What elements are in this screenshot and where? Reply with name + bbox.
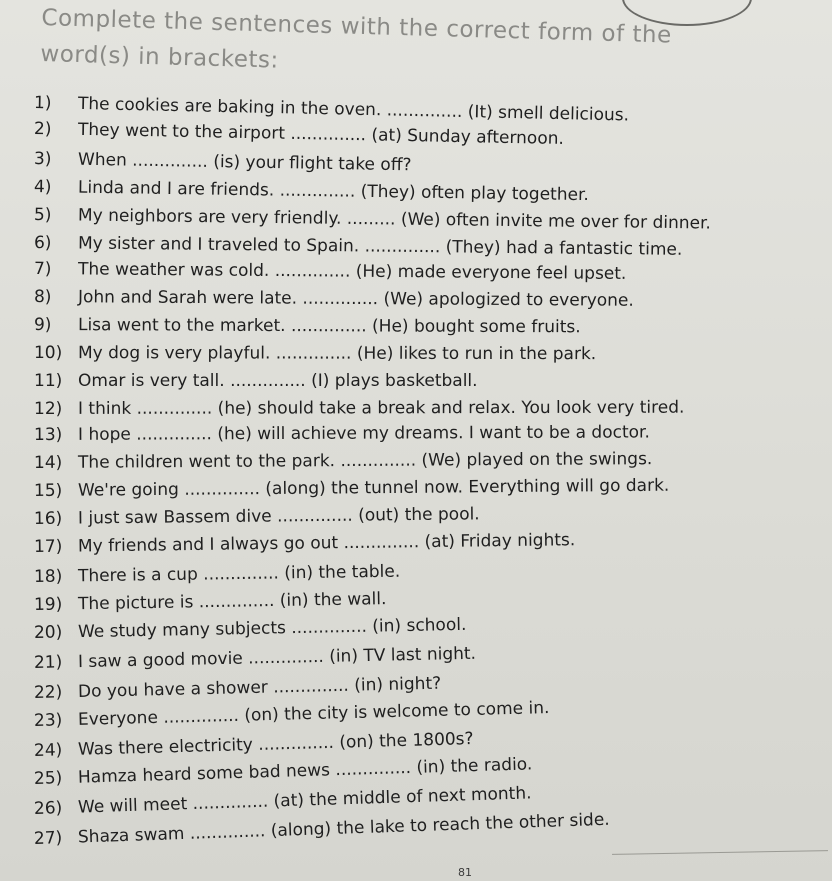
item-number: 7) bbox=[33, 259, 52, 280]
answer-blank: .............. bbox=[203, 563, 280, 585]
answer-blank: .............. bbox=[335, 757, 412, 781]
bracket-cue: (at) Sunday afternoon. bbox=[371, 125, 565, 149]
sentence-start: I just saw Bassem dive bbox=[77, 506, 272, 529]
exercise-item bbox=[34, 614, 467, 644]
answer-blank: .............. bbox=[290, 123, 367, 146]
bracket-cue: (in) school. bbox=[372, 614, 467, 637]
sentence-start: Lisa went to the market. bbox=[77, 315, 286, 337]
sentence-start: I think bbox=[77, 398, 132, 419]
answer-blank: .............. bbox=[198, 590, 275, 613]
exercise-item bbox=[34, 475, 669, 502]
answer-blank: .............. bbox=[343, 532, 420, 554]
bracket-cue: (in) night? bbox=[354, 673, 442, 696]
bracket-cue: (in) the radio. bbox=[416, 754, 533, 778]
bracket-cue: (in) the table. bbox=[284, 561, 401, 584]
sentence-start: Do you have a shower bbox=[77, 677, 269, 702]
item-number: 27) bbox=[33, 828, 63, 849]
sentence-start: Everyone bbox=[77, 707, 159, 730]
answer-blank: .............. bbox=[192, 791, 269, 815]
exercise-item bbox=[34, 529, 576, 558]
sentence-start: We study many subjects bbox=[77, 618, 287, 643]
item-number: 20) bbox=[33, 622, 63, 643]
sentence-start: I hope bbox=[77, 424, 131, 445]
exercise-item bbox=[34, 421, 650, 446]
heading-line-2: word(s) in brackets: bbox=[40, 40, 280, 74]
item-number: 10) bbox=[33, 343, 63, 364]
bracket-cue: (in) the wall. bbox=[279, 589, 387, 611]
bracket-cue: (He) bought some fruits. bbox=[372, 316, 581, 338]
answer-blank: ......... bbox=[346, 208, 396, 230]
answer-blank: .............. bbox=[230, 371, 306, 391]
item-number: 4) bbox=[33, 177, 52, 198]
exercise-item bbox=[34, 503, 480, 530]
exercise-item bbox=[34, 176, 589, 206]
sentence-start: There is a cup bbox=[77, 564, 198, 587]
item-number: 22) bbox=[33, 682, 63, 703]
bracket-cue: (He) likes to run in the park. bbox=[356, 343, 597, 365]
exercise-item bbox=[34, 561, 401, 588]
sentence-start: Shaza swam bbox=[77, 823, 185, 848]
item-number: 16) bbox=[33, 508, 63, 529]
item-number: 2) bbox=[33, 119, 52, 140]
item-number: 6) bbox=[33, 233, 52, 254]
exercise-item bbox=[34, 314, 581, 338]
sentence-start: Hamza heard some bad news bbox=[77, 760, 331, 788]
sentence-start: Was there electricity bbox=[77, 735, 254, 760]
sentence-start: The cookies are baking in the oven. bbox=[77, 93, 382, 121]
item-number: 5) bbox=[33, 205, 52, 226]
answer-blank: .............. bbox=[247, 646, 325, 669]
answer-blank: .............. bbox=[189, 821, 266, 844]
bracket-cue: (They) often play together. bbox=[360, 181, 590, 206]
item-number: 17) bbox=[33, 536, 63, 557]
exercise-item bbox=[34, 673, 442, 704]
sentence-start: The picture is bbox=[77, 592, 194, 615]
page-number: 81 bbox=[458, 866, 472, 879]
answer-blank: .............. bbox=[275, 343, 352, 364]
sentence-start: They went to the airport bbox=[77, 119, 286, 144]
answer-blank: .............. bbox=[184, 479, 261, 500]
bracket-cue: (on) the city is welcome to come in. bbox=[244, 698, 550, 726]
answer-blank: .............. bbox=[364, 236, 441, 258]
answer-blank: .............. bbox=[279, 180, 356, 202]
sentence-start: My friends and I always go out bbox=[77, 533, 339, 557]
answer-blank: .............. bbox=[258, 732, 335, 755]
bracket-cue: (along) the tunnel now. Everything will go dark. bbox=[265, 475, 670, 500]
sentence-start: John and Sarah were late. bbox=[77, 287, 298, 309]
bracket-cue: (he) should take a break and relax. You look very tired. bbox=[217, 397, 685, 419]
bracket-cue: (out) the pool. bbox=[358, 504, 480, 526]
bracket-cue: (It) smell delicious. bbox=[467, 102, 630, 126]
exercise-item bbox=[34, 588, 387, 616]
bracket-cue: (he) will achieve my dreams. I want to be a doctor. bbox=[217, 422, 650, 445]
sentence-start: We will meet bbox=[77, 794, 188, 818]
sentence-start: Omar is very tall. bbox=[78, 371, 225, 391]
heading-line-1: Complete the sentences with the correct form of the bbox=[41, 4, 673, 49]
bracket-cue: (at) the middle of next month. bbox=[273, 783, 532, 812]
sentence-start: The weather was cold. bbox=[77, 259, 270, 281]
sentence-start: The children went to the park. bbox=[77, 451, 336, 473]
sentence-start: Linda and I are friends. bbox=[77, 177, 275, 201]
answer-blank: .............. bbox=[274, 261, 351, 282]
bracket-cue: (on) the 1800s? bbox=[339, 729, 474, 753]
answer-blank: .............. bbox=[163, 705, 240, 728]
item-number: 14) bbox=[33, 452, 63, 473]
item-number: 18) bbox=[33, 566, 63, 587]
item-number: 11) bbox=[34, 371, 63, 391]
item-number: 21) bbox=[33, 652, 63, 673]
answer-blank: .............. bbox=[272, 675, 350, 698]
sentence-start: My dog is very playful. bbox=[77, 343, 271, 364]
sentence-start: My sister and I traveled to Spain. bbox=[77, 233, 360, 257]
item-number: 8) bbox=[33, 287, 52, 308]
sentence-start: When bbox=[77, 149, 127, 171]
exercise-item bbox=[34, 258, 627, 285]
answer-blank: .............. bbox=[340, 450, 417, 472]
answer-blank: .............. bbox=[386, 100, 463, 122]
bracket-cue: (I) plays basketball. bbox=[311, 371, 478, 391]
item-number: 25) bbox=[33, 768, 63, 789]
exercise-item bbox=[34, 204, 711, 235]
exercise-item bbox=[34, 232, 683, 261]
sentence-start: My neighbors are very friendly. bbox=[77, 205, 342, 229]
bracket-cue: (We) often invite me over for dinner. bbox=[400, 209, 711, 234]
exercise-item bbox=[34, 370, 478, 392]
exercise-item bbox=[34, 342, 596, 365]
exercise-item bbox=[34, 397, 684, 420]
bracket-cue: (He) made everyone feel upset. bbox=[355, 261, 627, 284]
item-number: 23) bbox=[33, 710, 63, 731]
exercise-item bbox=[34, 448, 652, 474]
answer-blank: .............. bbox=[276, 505, 353, 527]
item-number: 12) bbox=[33, 398, 63, 419]
sentence-start: I saw a good movie bbox=[77, 648, 243, 673]
answer-blank: .............. bbox=[132, 150, 209, 172]
item-number: 24) bbox=[33, 740, 63, 761]
item-number: 13) bbox=[33, 424, 63, 445]
bracket-cue: (They) had a fantastic time. bbox=[445, 237, 683, 260]
item-number: 26) bbox=[33, 798, 63, 819]
item-number: 3) bbox=[33, 149, 52, 170]
item-number: 1) bbox=[33, 93, 52, 114]
answer-blank: .............. bbox=[302, 288, 379, 310]
exercise-item bbox=[34, 148, 412, 176]
bracket-cue: (We) apologized to everyone. bbox=[383, 289, 634, 311]
item-number: 9) bbox=[33, 315, 52, 336]
answer-blank: .............. bbox=[136, 398, 213, 419]
answer-blank: .............. bbox=[290, 316, 367, 337]
bracket-cue: (in) TV last night. bbox=[329, 643, 477, 667]
answer-blank: .............. bbox=[136, 424, 212, 445]
sentence-start: We're going bbox=[77, 479, 179, 501]
bracket-cue: (We) played on the swings. bbox=[421, 449, 653, 471]
bracket-cue: (is) your flight take off? bbox=[213, 152, 412, 176]
item-number: 19) bbox=[33, 594, 63, 615]
exercise-item bbox=[34, 697, 550, 732]
answer-blank: .............. bbox=[291, 616, 368, 639]
exercise-item bbox=[34, 286, 634, 312]
bracket-cue: (at) Friday nights. bbox=[424, 530, 576, 553]
item-number: 15) bbox=[33, 480, 63, 501]
bracket-cue: (along) the lake to reach the other side. bbox=[270, 809, 610, 842]
exercise-item bbox=[34, 643, 476, 674]
